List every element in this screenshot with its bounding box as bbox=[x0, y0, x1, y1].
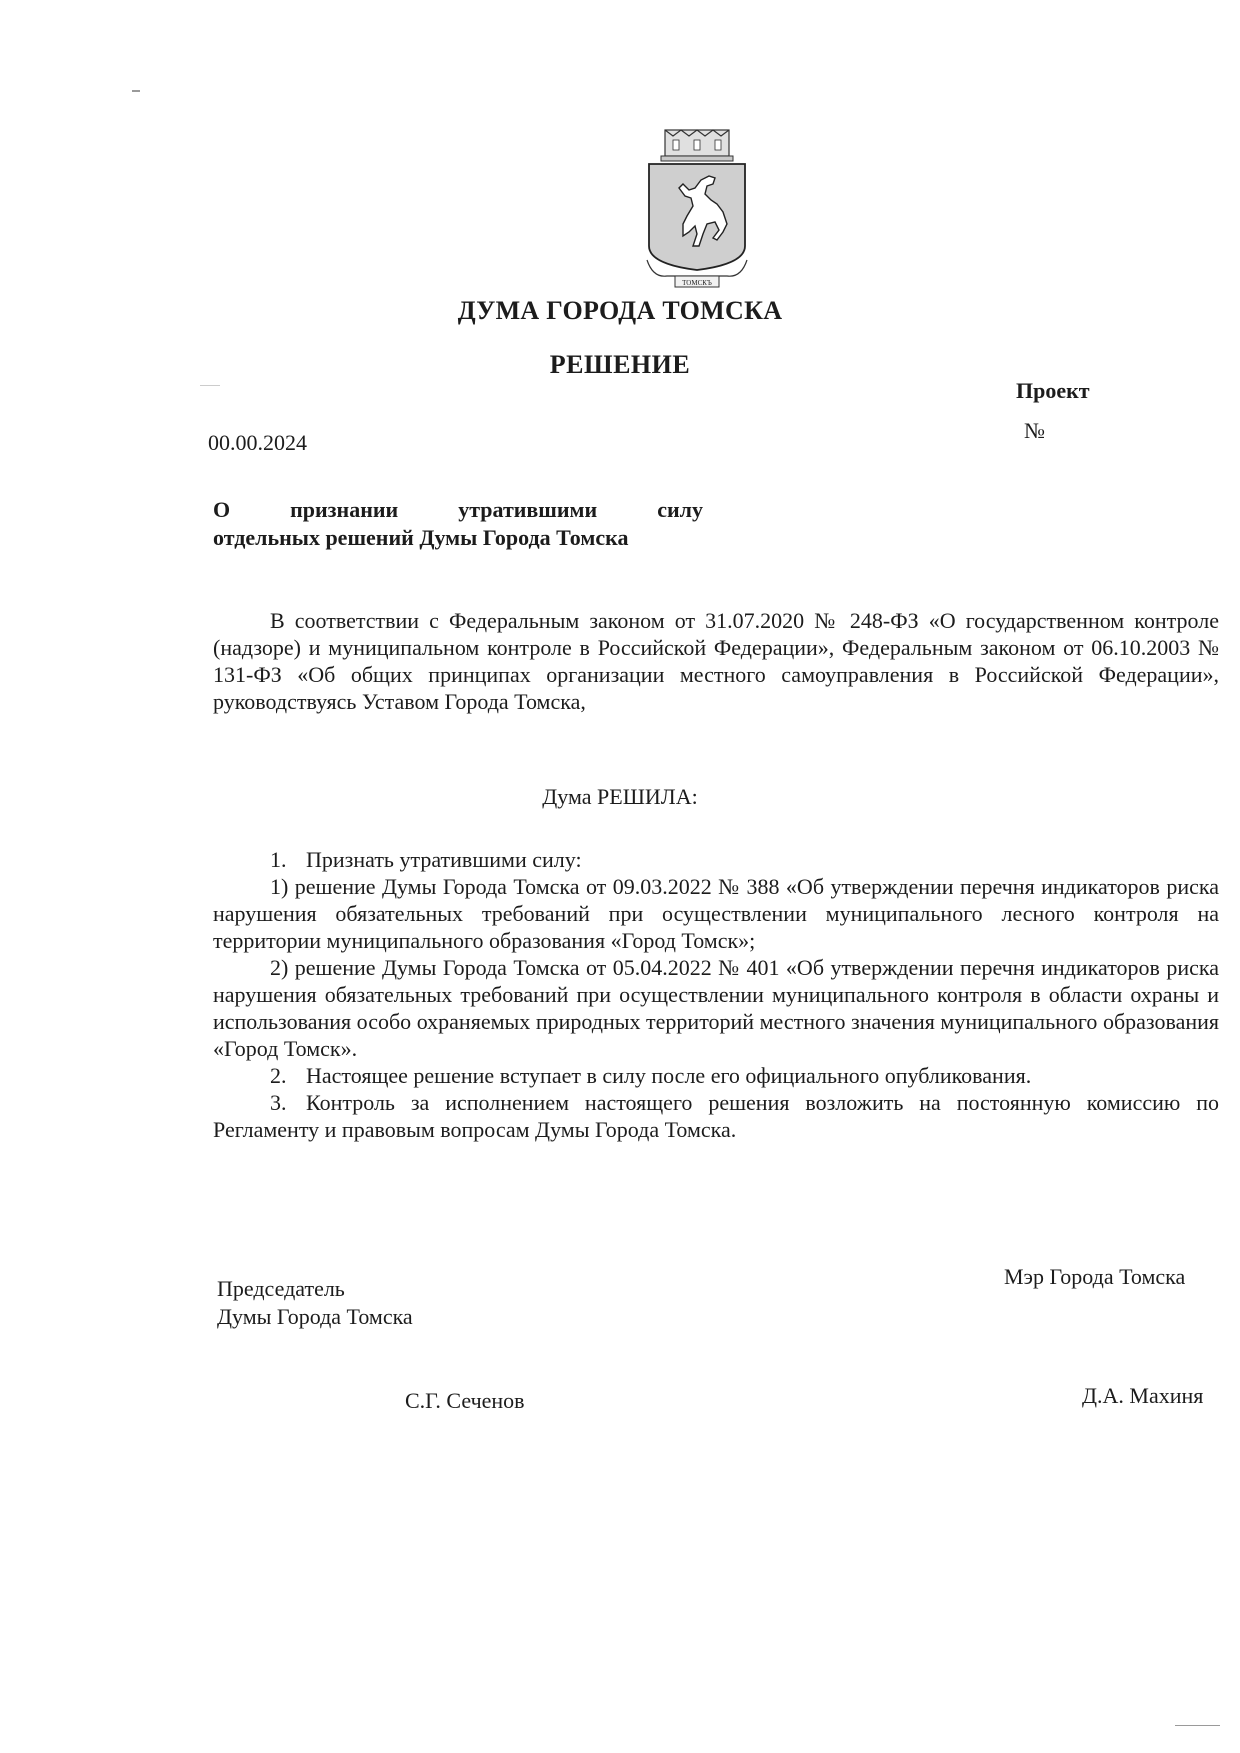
item-text: Контроль за исполнением настоящего решения возложить на постоянную комиссию по Регламенту и правовым вопросам Думы Города Томска. bbox=[213, 1090, 1219, 1142]
subject-word: утратившими bbox=[458, 497, 598, 522]
list-item bbox=[213, 1089, 1219, 1143]
number-label: № bbox=[1024, 418, 1045, 443]
preamble-paragraph: В соответствии с Федеральным законом от 31.07.2020 № 248-ФЗ «О государственном контроле (надзоре) и муниципальном контроле в Российской Федерации», Федеральным законом от 06.10.2003 № 131-ФЗ «Об общих принципах организации местного самоуправления в Российской Федерации», руководствуясь Уставом Города Томска, bbox=[213, 608, 1219, 714]
scan-mark bbox=[1175, 1725, 1220, 1726]
decision-items bbox=[213, 846, 1219, 1143]
chairman-signature-block bbox=[217, 1275, 413, 1331]
item-number: 2. bbox=[270, 1063, 287, 1088]
subject-line-2: отдельных решений Думы Города Томска bbox=[213, 525, 629, 550]
resolved-heading: Дума РЕШИЛА: bbox=[542, 784, 698, 809]
tomsk-coat-of-arms-icon bbox=[643, 128, 751, 293]
subject-line-1 bbox=[213, 496, 703, 524]
emblem-ribbon-text: ТОМСКЪ bbox=[682, 279, 712, 287]
chairman-name: С.Г. Сеченов bbox=[405, 1388, 525, 1413]
mayor-title: Мэр Города Томска bbox=[1004, 1264, 1186, 1289]
item-number: 1. bbox=[270, 847, 287, 872]
subject-word: признании bbox=[290, 497, 399, 522]
item-text: Признать утратившими силу: bbox=[306, 847, 582, 872]
document-date: 00.00.2024 bbox=[208, 430, 307, 455]
subject-word: силу bbox=[657, 497, 703, 522]
list-item bbox=[213, 846, 1219, 873]
sub-item: 2) решение Думы Города Томска от 05.04.2022 № 401 «Об утверждении перечня индикаторов риска нарушения обязательных требований при осуществлении муниципального контроля в области охраны и использования особо охраняемых природных территорий местного значения муниципального образования «Город Томск». bbox=[213, 955, 1219, 1061]
document-subject bbox=[213, 496, 703, 552]
project-label: Проект bbox=[1016, 378, 1090, 403]
item-text: Настоящее решение вступает в силу после его официального опубликования. bbox=[306, 1063, 1032, 1088]
document-type-title: РЕШЕНИЕ bbox=[549, 350, 691, 379]
scan-mark bbox=[200, 385, 220, 386]
list-item bbox=[213, 1062, 1219, 1089]
sub-item: 1) решение Думы Города Томска от 09.03.2022 № 388 «Об утверждении перечня индикаторов риска нарушения обязательных требований при осуществлении муниципального лесного контроля на территории муниципального образования «Город Томск»; bbox=[213, 874, 1219, 953]
subject-word: О bbox=[213, 497, 231, 522]
mayor-name: Д.А. Махиня bbox=[1082, 1383, 1204, 1408]
organization-title: ДУМА ГОРОДА ТОМСКА bbox=[457, 296, 783, 325]
item-number: 3. bbox=[270, 1090, 287, 1115]
signature-title: Думы Города Томска bbox=[217, 1304, 413, 1329]
crown-icon bbox=[661, 130, 733, 161]
scan-mark bbox=[132, 90, 140, 92]
signature-title: Председатель bbox=[217, 1276, 345, 1301]
